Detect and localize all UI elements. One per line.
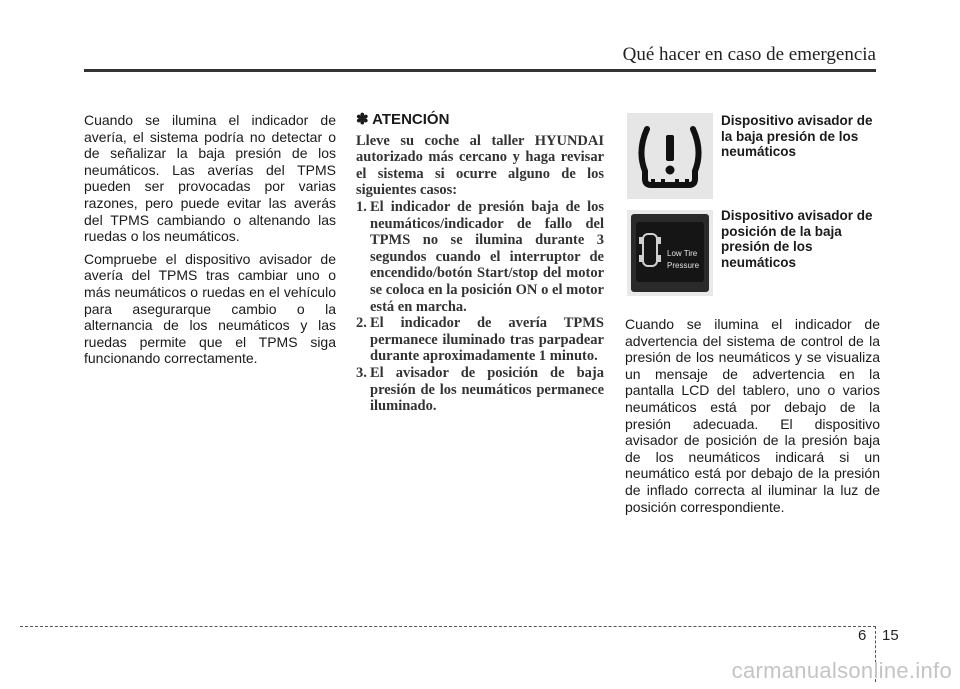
paragraph-lcd-warning: Cuando se ilumina el indicador de advertencia del sistema de control de la presión de los neumáticos y se visualiza un mensaje de advertencia en la pantalla LCD del tablero, uno o varios neumáticos está por debajo de la presión adecuada. El dispositivo avisador de posición de la presión baja de los neumáticos indicará si un neumático está por debajo de la presión de inflado correcta al iluminar la luz de posición correspondiente. bbox=[625, 316, 880, 515]
attention-item: 1. El indicador de presión baja de los neumáticos/indicador de fallo del TPMS no se ilumina durante 3 segundos cuando el interruptor de encendido/botón Start/stop del motor se coloca en la posición ON o el motor está en marcha. bbox=[356, 198, 604, 315]
tpms-warning-figure bbox=[627, 113, 713, 199]
lcd-line-1: Low Tire bbox=[667, 249, 698, 258]
attention-title: ✽ ATENCIÓN bbox=[356, 111, 450, 128]
attention-item: 2. El indicador de avería TPMS permanece iluminado tras parpadear durante aproximadamente 1 minuto. bbox=[356, 315, 604, 365]
lcd-text bbox=[667, 248, 699, 272]
page-number-value: 15 bbox=[882, 627, 899, 644]
watermark: carmanualsonline.info bbox=[731, 658, 952, 683]
attention-box bbox=[356, 112, 604, 415]
attention-intro: Lleve su coche al taller HYUNDAI autorizado más cercano y haga revisar el sistema si ocurre alguno de los siguientes casos: bbox=[356, 132, 604, 199]
page-header-title: Qué hacer en caso de emergencia bbox=[622, 44, 876, 65]
tpms-warning-icon bbox=[627, 113, 713, 199]
paragraph-check: Compruebe el dispositivo avisador de avería del TPMS tras cambiar uno o más neumáticos o ruedas en el vehículo para asegurarque cambio o la alternancia de los neumáticos y las ruedas permite que el TPMS siga funcionando correctamente. bbox=[84, 250, 336, 367]
attention-body bbox=[356, 133, 604, 415]
footer-rule bbox=[20, 626, 876, 627]
figure-caption-position: Dispositivo avisador de posición de la baja presión de los neumáticos bbox=[721, 208, 873, 270]
lcd-line-2: Pressure bbox=[667, 261, 700, 270]
column-left bbox=[84, 112, 336, 373]
figure-caption-warning: Dispositivo avisador de la baja presión de los neumáticos bbox=[721, 113, 873, 159]
header-rule bbox=[84, 69, 876, 72]
paragraph-malfunction: Cuando se ilumina el indicador de avería, el sistema podría no detectar o de señalizar la baja presión de los neumáticos. Las averías del TPMS pueden ser provocadas por varias razones, pero puede evitar las averás del TPMS cambiando o altenando las ruedas o los neumáticos. bbox=[84, 112, 336, 245]
chapter-number: 6 bbox=[858, 627, 867, 644]
attention-list bbox=[356, 199, 604, 415]
column-right bbox=[625, 316, 880, 515]
attention-item: 3. El avisador de posición de baja presión de los neumáticos permanece iluminado. bbox=[356, 364, 604, 415]
